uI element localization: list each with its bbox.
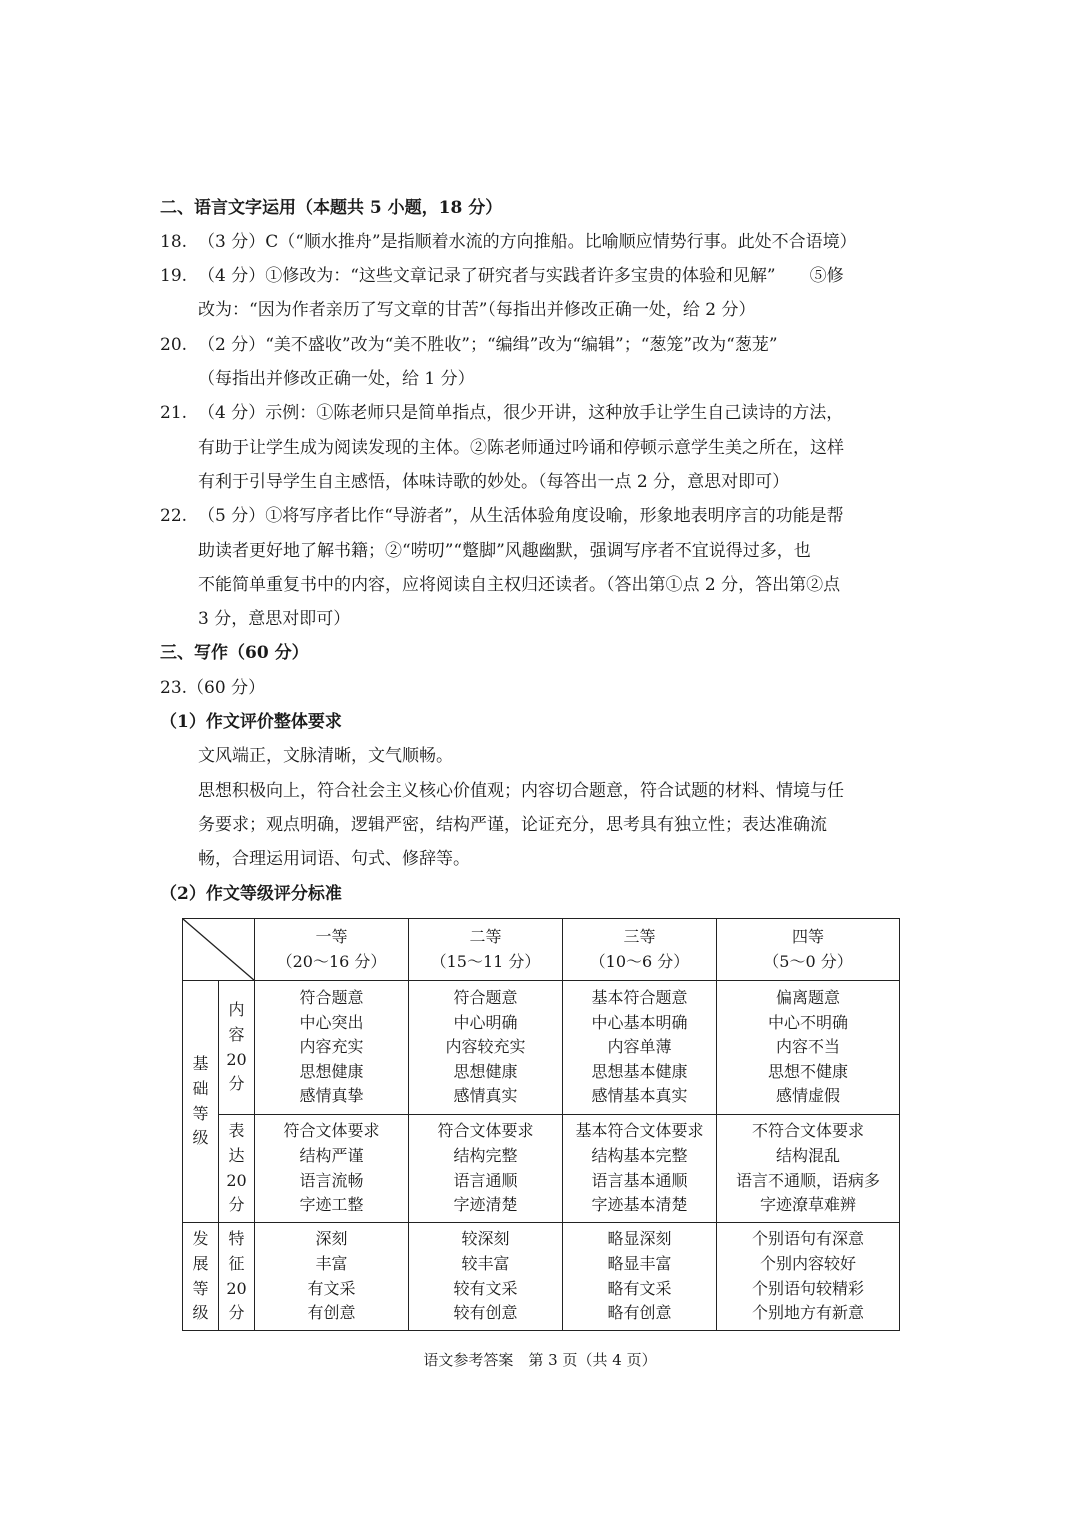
criterion-text: 不符合文体要求 <box>751 1121 864 1141</box>
feature-label-char: 特 <box>228 1229 245 1249</box>
criterion-text: 较深刻 <box>461 1229 510 1249</box>
expression-cell-grade-3 <box>563 1115 717 1223</box>
content-label <box>219 981 255 1115</box>
criterion-text: 中心不明确 <box>767 1012 848 1032</box>
expression-cell-grade-4 <box>717 1115 900 1223</box>
expression-label-char: 达 <box>228 1145 245 1165</box>
grade-1-range: （20～16 分） <box>276 951 387 971</box>
content-label-char: 20 <box>226 1049 247 1069</box>
q21-line-3: 有利于引导学生自主感悟，体味诗歌的妙处。（每答出一点 2 分，意思对即可） <box>198 472 790 492</box>
criterion-text: 字迹潦草难辨 <box>759 1195 856 1215</box>
grade-4-range: （5～0 分） <box>763 951 853 971</box>
expression-label-char: 分 <box>228 1195 245 1215</box>
feature-cell-grade-1 <box>255 1223 409 1331</box>
criterion-text: 丰富 <box>315 1253 348 1273</box>
criterion-text: 结构严谨 <box>299 1145 364 1165</box>
feature-cell-grade-2 <box>409 1223 563 1331</box>
part2-heading: （2）作文等级评分标准 <box>160 884 342 904</box>
criterion-text: 语言基本通顺 <box>591 1170 688 1190</box>
part1-heading: （1）作文评价整体要求 <box>160 712 342 732</box>
part1-line-1: 文风端正，文脉清晰，文气顺畅。 <box>198 746 453 766</box>
diagonal-corner-cell <box>183 919 255 981</box>
q19-line-1: （4 分）①修改为：“这些文章记录了研究者与实践者许多宝贵的体验和见解” ⑤修 <box>198 266 844 286</box>
grade-header-4 <box>717 919 900 981</box>
q21-line-2: 有助于让学生成为阅读发现的主体。②陈老师通过吟诵和停顿示意学生美之所在，这样 <box>198 438 844 458</box>
grade-2-range: （15～11 分） <box>430 951 541 971</box>
content-cell-grade-2 <box>409 981 563 1115</box>
q22-line-1: （5 分）①将写序者比作“导游者”，从生活体验角度设喻，形象地表明序言的功能是帮 <box>198 506 844 526</box>
basic-label-char: 基 <box>192 1054 209 1074</box>
content-cell-grade-1 <box>255 981 409 1115</box>
part1-line-3: 务要求；观点明确，逻辑严密，结构严谨，论证充分，思考具有独立性；表达准确流 <box>198 815 827 835</box>
grade-header-2 <box>409 919 563 981</box>
criterion-text: 思想基本健康 <box>591 1061 688 1081</box>
criterion-text: 有创意 <box>307 1303 356 1323</box>
feature-label-char: 20 <box>226 1278 247 1298</box>
section3-heading: 三、写作（60 分） <box>160 643 309 663</box>
criterion-text: 中心基本明确 <box>591 1012 688 1032</box>
criterion-text: 思想健康 <box>453 1061 518 1081</box>
expression-label-char: 表 <box>228 1121 245 1141</box>
criterion-text: 字迹基本清楚 <box>591 1195 688 1215</box>
basic-level-label <box>183 981 219 1223</box>
part1-line-4: 畅，合理运用词语、句式、修辞等。 <box>198 849 470 869</box>
q22-line-4: 3 分，意思对即可） <box>198 609 351 629</box>
criterion-text: 符合文体要求 <box>283 1121 380 1141</box>
criterion-text: 略显深刻 <box>607 1229 672 1249</box>
q20-line-2: （每指出并修改正确一处，给 1 分） <box>198 369 475 389</box>
header-row <box>183 919 900 981</box>
basic-label-char: 级 <box>192 1128 209 1148</box>
expression-cell-grade-1 <box>255 1115 409 1223</box>
criterion-text: 内容较充实 <box>445 1037 526 1057</box>
criterion-text: 较丰富 <box>461 1253 510 1273</box>
grade-4-name: 四等 <box>791 926 824 946</box>
grade-3-range: （10～6 分） <box>589 951 690 971</box>
criterion-text: 感情基本真实 <box>591 1086 688 1106</box>
development-label-char: 展 <box>192 1253 209 1273</box>
criterion-text: 深刻 <box>315 1229 348 1249</box>
criterion-text: 思想健康 <box>299 1061 364 1081</box>
q23-line: 23.（60 分） <box>160 678 266 698</box>
grade-header-1 <box>255 919 409 981</box>
feature-cell-grade-4 <box>717 1223 900 1331</box>
page-footer: 语文参考答案 第 3 页（共 4 页） <box>423 1351 657 1369</box>
expression-label-char: 20 <box>226 1170 247 1190</box>
criterion-text: 内容充实 <box>299 1037 364 1057</box>
criterion-text: 偏离题意 <box>775 988 840 1008</box>
q19-number: 19. <box>160 266 188 286</box>
content-label-char: 分 <box>228 1074 245 1094</box>
criterion-text: 基本符合文体要求 <box>575 1121 704 1141</box>
feature-label-char: 征 <box>228 1253 245 1273</box>
criterion-text: 字迹清楚 <box>453 1195 518 1215</box>
criterion-text: 内容不当 <box>775 1037 840 1057</box>
feature-label-char: 分 <box>228 1303 245 1323</box>
content-label-char: 内 <box>228 1000 245 1020</box>
criterion-text: 略有文采 <box>607 1278 672 1298</box>
q20-line-1: （2 分）“美不盛收”改为“美不胜收”；“编缉”改为“编辑”；“葱笼”改为“葱茏” <box>198 335 778 355</box>
criterion-text: 语言通顺 <box>453 1170 518 1190</box>
criterion-text: 有文采 <box>307 1278 356 1298</box>
q19-line-2: 改为：“因为作者亲历了写文章的甘苦”（每指出并修改正确一处，给 2 分） <box>198 300 756 320</box>
criterion-text: 感情虚假 <box>775 1086 840 1106</box>
diagonal-line <box>183 919 255 981</box>
grade-header-3 <box>563 919 717 981</box>
grading-table <box>182 918 900 1331</box>
development-label-char: 发 <box>192 1229 209 1249</box>
criterion-text: 结构混乱 <box>775 1145 840 1165</box>
q18-line-1: （3 分）C（“顺水推舟”是指顺着水流的方向推船。比喻顺应情势行事。此处不合语境） <box>198 232 857 252</box>
q22-line-3: 不能简单重复书中的内容，应将阅读自主权归还读者。（答出第①点 2 分，答出第②点 <box>198 575 841 595</box>
q20-number: 20. <box>160 335 188 355</box>
content-label-char: 容 <box>228 1024 245 1044</box>
expression-label <box>219 1115 255 1223</box>
part1-line-2: 思想积极向上，符合社会主义核心价值观；内容切合题意，符合试题的材料、情境与任 <box>198 781 844 801</box>
criterion-text: 感情真实 <box>453 1086 518 1106</box>
criterion-text: 感情真挚 <box>299 1086 364 1106</box>
criterion-text: 结构基本完整 <box>591 1145 688 1165</box>
criterion-text: 符合文体要求 <box>437 1121 534 1141</box>
feature-label <box>219 1223 255 1331</box>
criterion-text: 结构完整 <box>453 1145 518 1165</box>
content-cell-grade-3 <box>563 981 717 1115</box>
development-label-char: 级 <box>192 1303 209 1323</box>
q22-line-2: 助读者更好地了解书籍；②“唠叨”“蹩脚”风趣幽默，强调写序者不宜说得过多，也 <box>198 541 811 561</box>
criterion-text: 略显丰富 <box>607 1253 672 1273</box>
criterion-text: 语言流畅 <box>299 1170 364 1190</box>
basic-label-char: 等 <box>192 1103 209 1123</box>
feature-cell-grade-3 <box>563 1223 717 1331</box>
grade-2-name: 二等 <box>469 926 502 946</box>
criterion-text: 思想不健康 <box>767 1061 848 1081</box>
q18-number: 18. <box>160 232 188 252</box>
grade-3-name: 三等 <box>623 926 656 946</box>
criterion-text: 字迹工整 <box>299 1195 364 1215</box>
criterion-text: 语言不通顺，语病多 <box>735 1170 880 1190</box>
criterion-text: 较有文采 <box>453 1278 518 1298</box>
criterion-text: 符合题意 <box>453 988 518 1008</box>
criterion-text: 内容单薄 <box>607 1037 672 1057</box>
development-label-char: 等 <box>192 1278 209 1298</box>
criterion-text: 中心突出 <box>299 1012 364 1032</box>
content-cell-grade-4 <box>717 981 900 1115</box>
criterion-text: 个别地方有新意 <box>751 1303 864 1323</box>
q21-number: 21. <box>160 403 188 423</box>
criterion-text: 符合题意 <box>299 988 364 1008</box>
criterion-text: 较有创意 <box>453 1303 518 1323</box>
criterion-text: 基本符合题意 <box>591 988 688 1008</box>
feature-row <box>183 1223 900 1331</box>
content-row <box>183 981 900 1115</box>
criterion-text: 个别内容较好 <box>759 1253 856 1273</box>
section2-heading: 二、语言文字运用（本题共 5 小题，18 分） <box>160 198 503 218</box>
q21-line-1: （4 分）示例：①陈老师只是简单指点，很少开讲，这种放手让学生自己读诗的方法， <box>198 403 844 423</box>
criterion-text: 个别语句有深意 <box>751 1229 864 1249</box>
expression-row <box>183 1115 900 1223</box>
criterion-text: 略有创意 <box>607 1303 672 1323</box>
development-level-label <box>183 1223 219 1331</box>
criterion-text: 中心明确 <box>453 1012 518 1032</box>
criterion-text: 个别语句较精彩 <box>751 1278 864 1298</box>
basic-label-char: 础 <box>192 1078 209 1098</box>
q22-number: 22. <box>160 506 188 526</box>
expression-cell-grade-2 <box>409 1115 563 1223</box>
grade-1-name: 一等 <box>315 926 348 946</box>
